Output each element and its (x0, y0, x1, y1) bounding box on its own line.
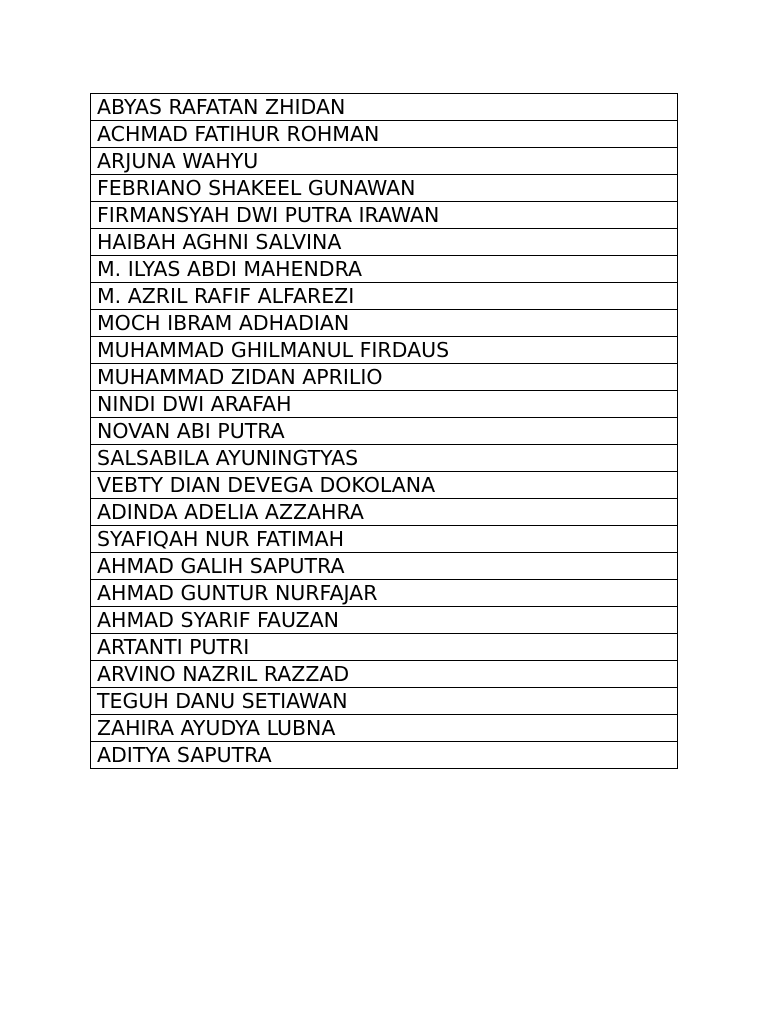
table-row (91, 688, 678, 715)
name-cell: ADITYA SAPUTRA (91, 742, 678, 769)
name-cell: SYAFIQAH NUR FATIMAH (91, 526, 678, 553)
name-cell: ARVINO NAZRIL RAZZAD (91, 661, 678, 688)
table-row (91, 202, 678, 229)
name-cell: HAIBAH AGHNI SALVINA (91, 229, 678, 256)
table-row (91, 607, 678, 634)
table-row (91, 661, 678, 688)
names-table-body (91, 94, 678, 769)
table-row (91, 364, 678, 391)
name-cell: SALSABILA AYUNINGTYAS (91, 445, 678, 472)
name-cell: VEBTY DIAN DEVEGA DOKOLANA (91, 472, 678, 499)
name-cell: TEGUH DANU SETIAWAN (91, 688, 678, 715)
table-row (91, 121, 678, 148)
name-cell: ZAHIRA AYUDYA LUBNA (91, 715, 678, 742)
table-row (91, 283, 678, 310)
name-cell: ARJUNA WAHYU (91, 148, 678, 175)
table-row (91, 499, 678, 526)
name-cell: ADINDA ADELIA AZZAHRA (91, 499, 678, 526)
names-table (90, 93, 678, 769)
name-cell: MOCH IBRAM ADHADIAN (91, 310, 678, 337)
table-row (91, 337, 678, 364)
name-cell: ARTANTI PUTRI (91, 634, 678, 661)
table-row (91, 256, 678, 283)
table-row (91, 175, 678, 202)
table-row (91, 634, 678, 661)
table-row (91, 94, 678, 121)
name-cell: FEBRIANO SHAKEEL GUNAWAN (91, 175, 678, 202)
table-row (91, 553, 678, 580)
name-cell: MUHAMMAD GHILMANUL FIRDAUS (91, 337, 678, 364)
name-cell: FIRMANSYAH DWI PUTRA IRAWAN (91, 202, 678, 229)
table-row (91, 742, 678, 769)
name-cell: M. AZRIL RAFIF ALFAREZI (91, 283, 678, 310)
name-cell: AHMAD GUNTUR NURFAJAR (91, 580, 678, 607)
name-cell: NOVAN ABI PUTRA (91, 418, 678, 445)
table-row (91, 229, 678, 256)
table-row (91, 472, 678, 499)
table-row (91, 715, 678, 742)
table-row (91, 310, 678, 337)
table-row (91, 418, 678, 445)
table-row (91, 148, 678, 175)
table-row (91, 445, 678, 472)
name-cell: ACHMAD FATIHUR ROHMAN (91, 121, 678, 148)
table-row (91, 580, 678, 607)
name-cell: MUHAMMAD ZIDAN APRILIO (91, 364, 678, 391)
name-cell: ABYAS RAFATAN ZHIDAN (91, 94, 678, 121)
name-cell: NINDI DWI ARAFAH (91, 391, 678, 418)
table-row (91, 391, 678, 418)
table-row (91, 526, 678, 553)
name-cell: AHMAD GALIH SAPUTRA (91, 553, 678, 580)
name-cell: AHMAD SYARIF FAUZAN (91, 607, 678, 634)
name-cell: M. ILYAS ABDI MAHENDRA (91, 256, 678, 283)
